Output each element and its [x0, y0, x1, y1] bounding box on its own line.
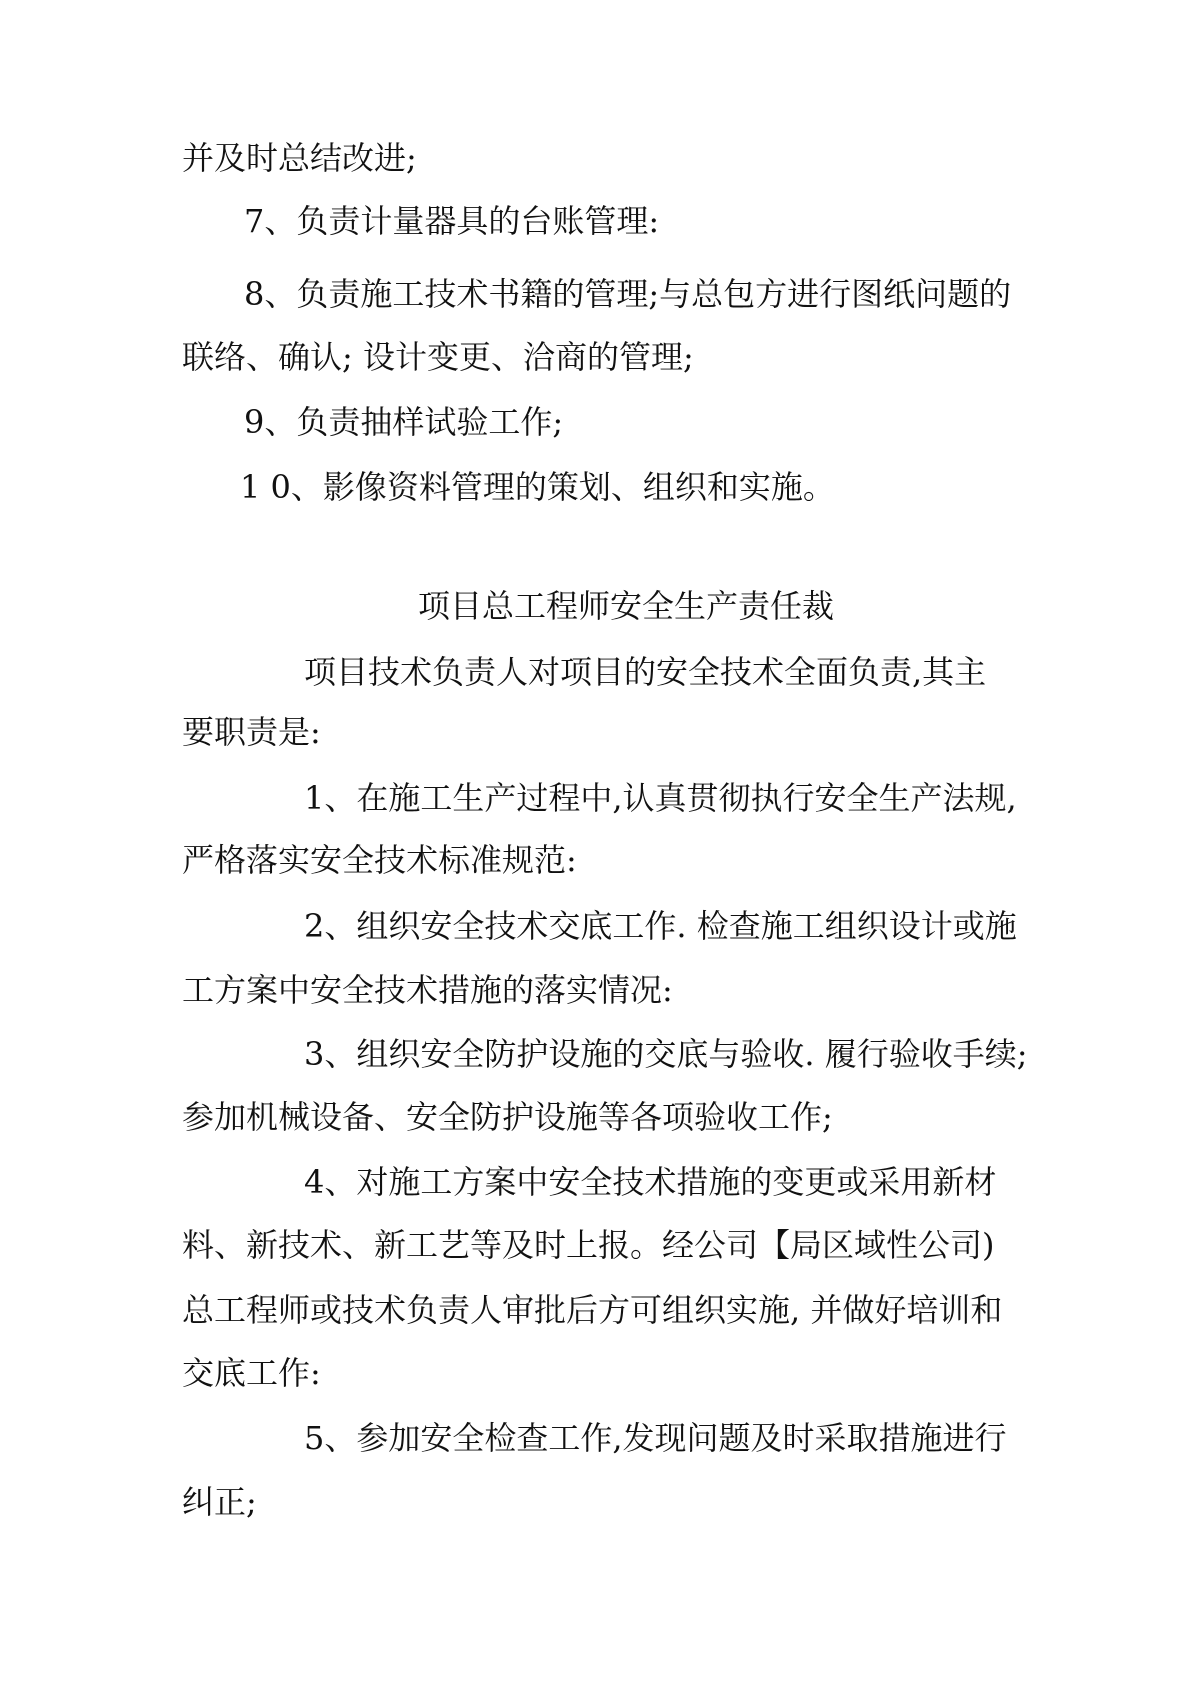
text-line-4: 联络、确认; 设计变更、洽商的管理;: [182, 338, 694, 376]
text-line-14: 3、组织安全防护设施的交底与验收. 履行验收手续;: [304, 1035, 1028, 1073]
text-line-20: 5、参加安全检查工作,发现问题及时采取措施进行: [304, 1419, 1007, 1457]
section-title: 项目总工程师安全生产责任裁: [418, 587, 835, 625]
text-line-15: 参加机械设备、安全防护设施等各项验收工作;: [182, 1098, 833, 1136]
text-line-1: 并及时总结改进;: [182, 139, 417, 177]
text-line-11: 严格落实安全技术标准规范:: [182, 841, 577, 879]
text-line-12: 2、组织安全技术交底工作. 检查施工组织设计或施: [304, 907, 1017, 945]
text-line-19: 交底工作:: [182, 1354, 321, 1392]
text-line-5: 9、负责抽样试验工作;: [244, 403, 564, 441]
text-line-10: 1、在施工生产过程中,认真贯彻执行安全生产法规,: [304, 779, 1017, 817]
text-line-3: 8、负责施工技术书籍的管理;与总包方进行图纸问题的: [244, 275, 1012, 313]
text-line-21: 纠正;: [182, 1483, 257, 1521]
text-line-13: 工方案中安全技术措施的落实情况:: [182, 971, 673, 1009]
text-line-2: 7、负责计量器具的台账管理:: [244, 202, 660, 240]
text-line-17: 料、新技术、新工艺等及时上报。经公司【局区域性公司): [182, 1226, 995, 1264]
text-line-16: 4、对施工方案中安全技术措施的变更或采用新材: [304, 1163, 997, 1201]
text-line-8: 项目技术负责人对项目的安全技术全面负责,其主: [304, 653, 987, 691]
text-line-6: 1 0、影像资料管理的策划、组织和实施。: [240, 468, 835, 506]
text-line-9: 要职责是:: [182, 713, 321, 751]
text-line-18: 总工程师或技术负责人审批后方可组织实施, 并做好培训和: [182, 1291, 1003, 1329]
